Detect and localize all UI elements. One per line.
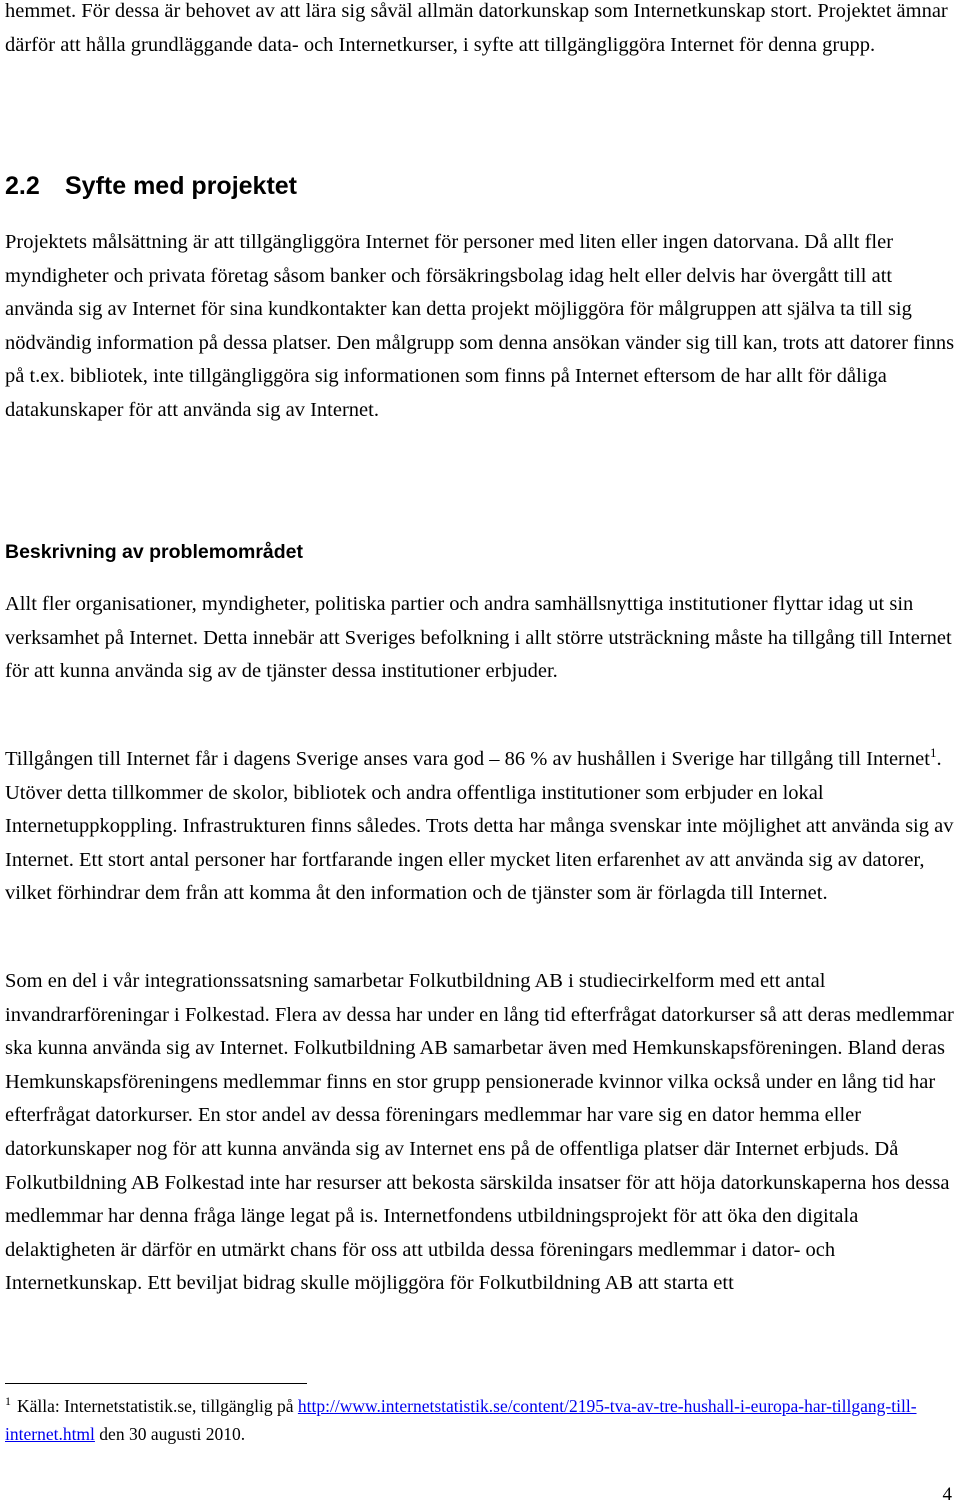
- footnote-marker: 1: [5, 1394, 11, 1408]
- intro-paragraph: hemmet. För dessa är behovet av att lära sig såväl allmän datorkunskap som Internetkunskap stort. Projektet ämnar därför att hålla grundläggande data- och Internetkurser, i syfte att tillgängliggöra Internet för denna grupp.: [5, 0, 948, 56]
- problem-paragraph-2: [5, 743, 955, 911]
- problem-paragraph-1: Allt fler organisationer, myndigheter, politiska partier och andra samhällsnyttiga institutioner flyttar idag ut sin verksamhet på Internet. Detta innebär att Sveriges befolkning i allt större utsträckning måste ha tillgång till Internet för att kunna använda sig av de tjänster dessa institutioner erbjuder.: [5, 593, 952, 683]
- section-title: Syfte med projektet: [65, 172, 298, 200]
- p2-text-start: Tillgången till Internet får i dagens Sverige anses vara god – 86 % av hushållen i Sverige har tillgång till Internet: [5, 748, 930, 770]
- section-heading: [5, 168, 297, 204]
- page-number: 4: [942, 1484, 952, 1505]
- problem-heading: Beskrivning av problemområdet: [5, 541, 304, 563]
- footnote-link[interactable]: http://www.internetstatistik.se/content/2195-tva-av-tre-hushall-i-europa-har-tillgang-till-internet.html: [5, 1396, 917, 1444]
- footnote-reference[interactable]: 1: [929, 745, 937, 760]
- footnote-date-text: den 30 augusti 2010.: [94, 1424, 246, 1444]
- section-paragraph: Projektets målsättning är att tillgängliggöra Internet för personer med liten eller ingen datorvana. Då allt fler myndigheter och privata företag såsom banker och försäkringsbolag idag helt eller delvis har övergått till att använda sig av Internet för sina kundkontakter kan detta projekt möjliggöra för målgruppen att själva ta till sig nödvändig information på dessa platser. Den målgrupp som denna ansökan vänder sig till kan, trots att datorer finns på t.ex. bibliotek, inte tillgängliggöra sig informationen som finns på Internet eftersom de har allt för dåliga datakunskaper för att använda sig av Internet.: [5, 231, 955, 421]
- footnote-source-text: Källa: Internetstatistik.se, tillgänglig på: [17, 1396, 298, 1416]
- footnote: [5, 1392, 955, 1448]
- footnote-divider: [5, 1383, 307, 1384]
- p2-text-end: . Utöver detta tillkommer de skolor, bibliotek och andra offentliga institutioner som erbjuder en lokal Internetuppkoppling. Infrastrukturen finns således. Trots detta har många svenskar inte möjlighet att använda sig av Internet. Ett stort antal personer har fortfarande ingen eller mycket liten erfarenhet av att använda sig av datorer, vilket förhindrar dem från att komma åt den information och de tjänster som är förlagda till Internet.: [5, 748, 954, 905]
- problem-paragraph-3: Som en del i vår integrationssatsning samarbetar Folkutbildning AB i studiecirkelform med ett antal invandrarföreningar i Folkestad. Flera av dessa har under en lång tid efterfrågat datorkurser så att deras medlemmar ska kunna använda sig av Internet. Folkutbildning AB samarbetar även med Hemkunskapsföreningen. Bland deras Hemkunskapsföreningens medlemmar finns en stor grupp pensionerade kvinnor vilka också under en lång tid har efterfrågat datorkurser. En stor andel av dessa föreningars medlemmar har vare sig en dator hemma eller datorkunskaper nog för att kunna använda sig av Internet ens på de offentliga platser där Internet erbjuds. Då Folkutbildning AB Folkestad inte har resurser att bekosta särskilda insatser för att höja datorkunskaperna hos dessa medlemmar har denna fråga länge legat på is. Internetfondens utbildningsprojekt för att öka den digitala delaktigheten är därför en utmärkt chans för oss att utbilda dessa föreningars medlemmar i dator- och Internetkunskap. Ett beviljat bidrag skulle möjliggöra för Folkutbildning AB att starta ett: [5, 970, 954, 1295]
- section-number: 2.2: [5, 172, 40, 200]
